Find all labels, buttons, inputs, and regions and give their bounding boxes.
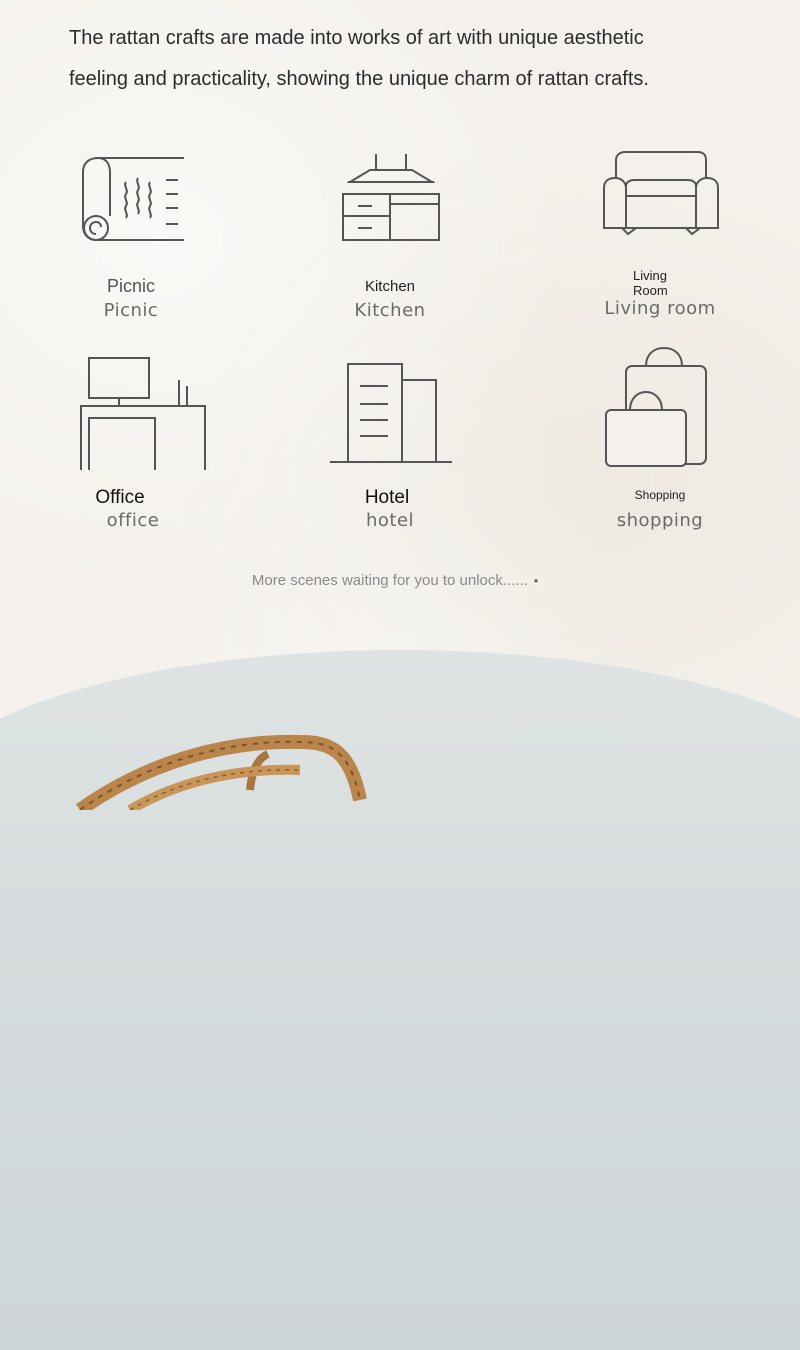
intro-line-1: The rattan crafts are made into works of art with unique aesthetic	[69, 27, 644, 49]
scene-sublabel-hotel: hotel	[365, 510, 415, 531]
sofa-icon	[602, 150, 720, 240]
scene-sublabel-office: office	[106, 510, 160, 531]
scene-label-living-line2: Room	[633, 283, 668, 298]
scene-sublabel-kitchen: Kitchen	[354, 300, 426, 321]
intro-text	[69, 18, 769, 100]
scene-label-living-room	[602, 268, 702, 298]
shopping-bag-icon	[604, 344, 710, 468]
more-scenes-dot: •	[533, 574, 539, 588]
rattan-basket-photo	[0, 650, 800, 1350]
scene-label-picnic: Picnic	[106, 276, 155, 296]
more-scenes-text	[0, 572, 790, 589]
kitchen-icon	[340, 152, 442, 244]
scene-sublabel-living-room: Living room	[604, 298, 716, 319]
scene-label-living-line1: Living	[633, 268, 667, 283]
picnic-mat-icon	[80, 154, 190, 246]
office-desk-icon	[79, 356, 207, 474]
more-scenes-label: More scenes waiting for you to unlock......	[251, 572, 528, 589]
intro-line-2: feeling and practicality, showing the unique charm of rattan crafts.	[69, 68, 649, 90]
scene-label-office: Office	[95, 487, 145, 508]
scene-label-shopping: Shopping	[634, 488, 686, 502]
scene-sublabel-shopping: shopping	[616, 510, 704, 531]
hotel-building-icon	[328, 362, 454, 466]
scene-label-hotel: Hotel	[364, 487, 410, 508]
scene-sublabel-picnic: Picnic	[103, 300, 159, 321]
scene-label-kitchen: Kitchen	[364, 278, 416, 295]
